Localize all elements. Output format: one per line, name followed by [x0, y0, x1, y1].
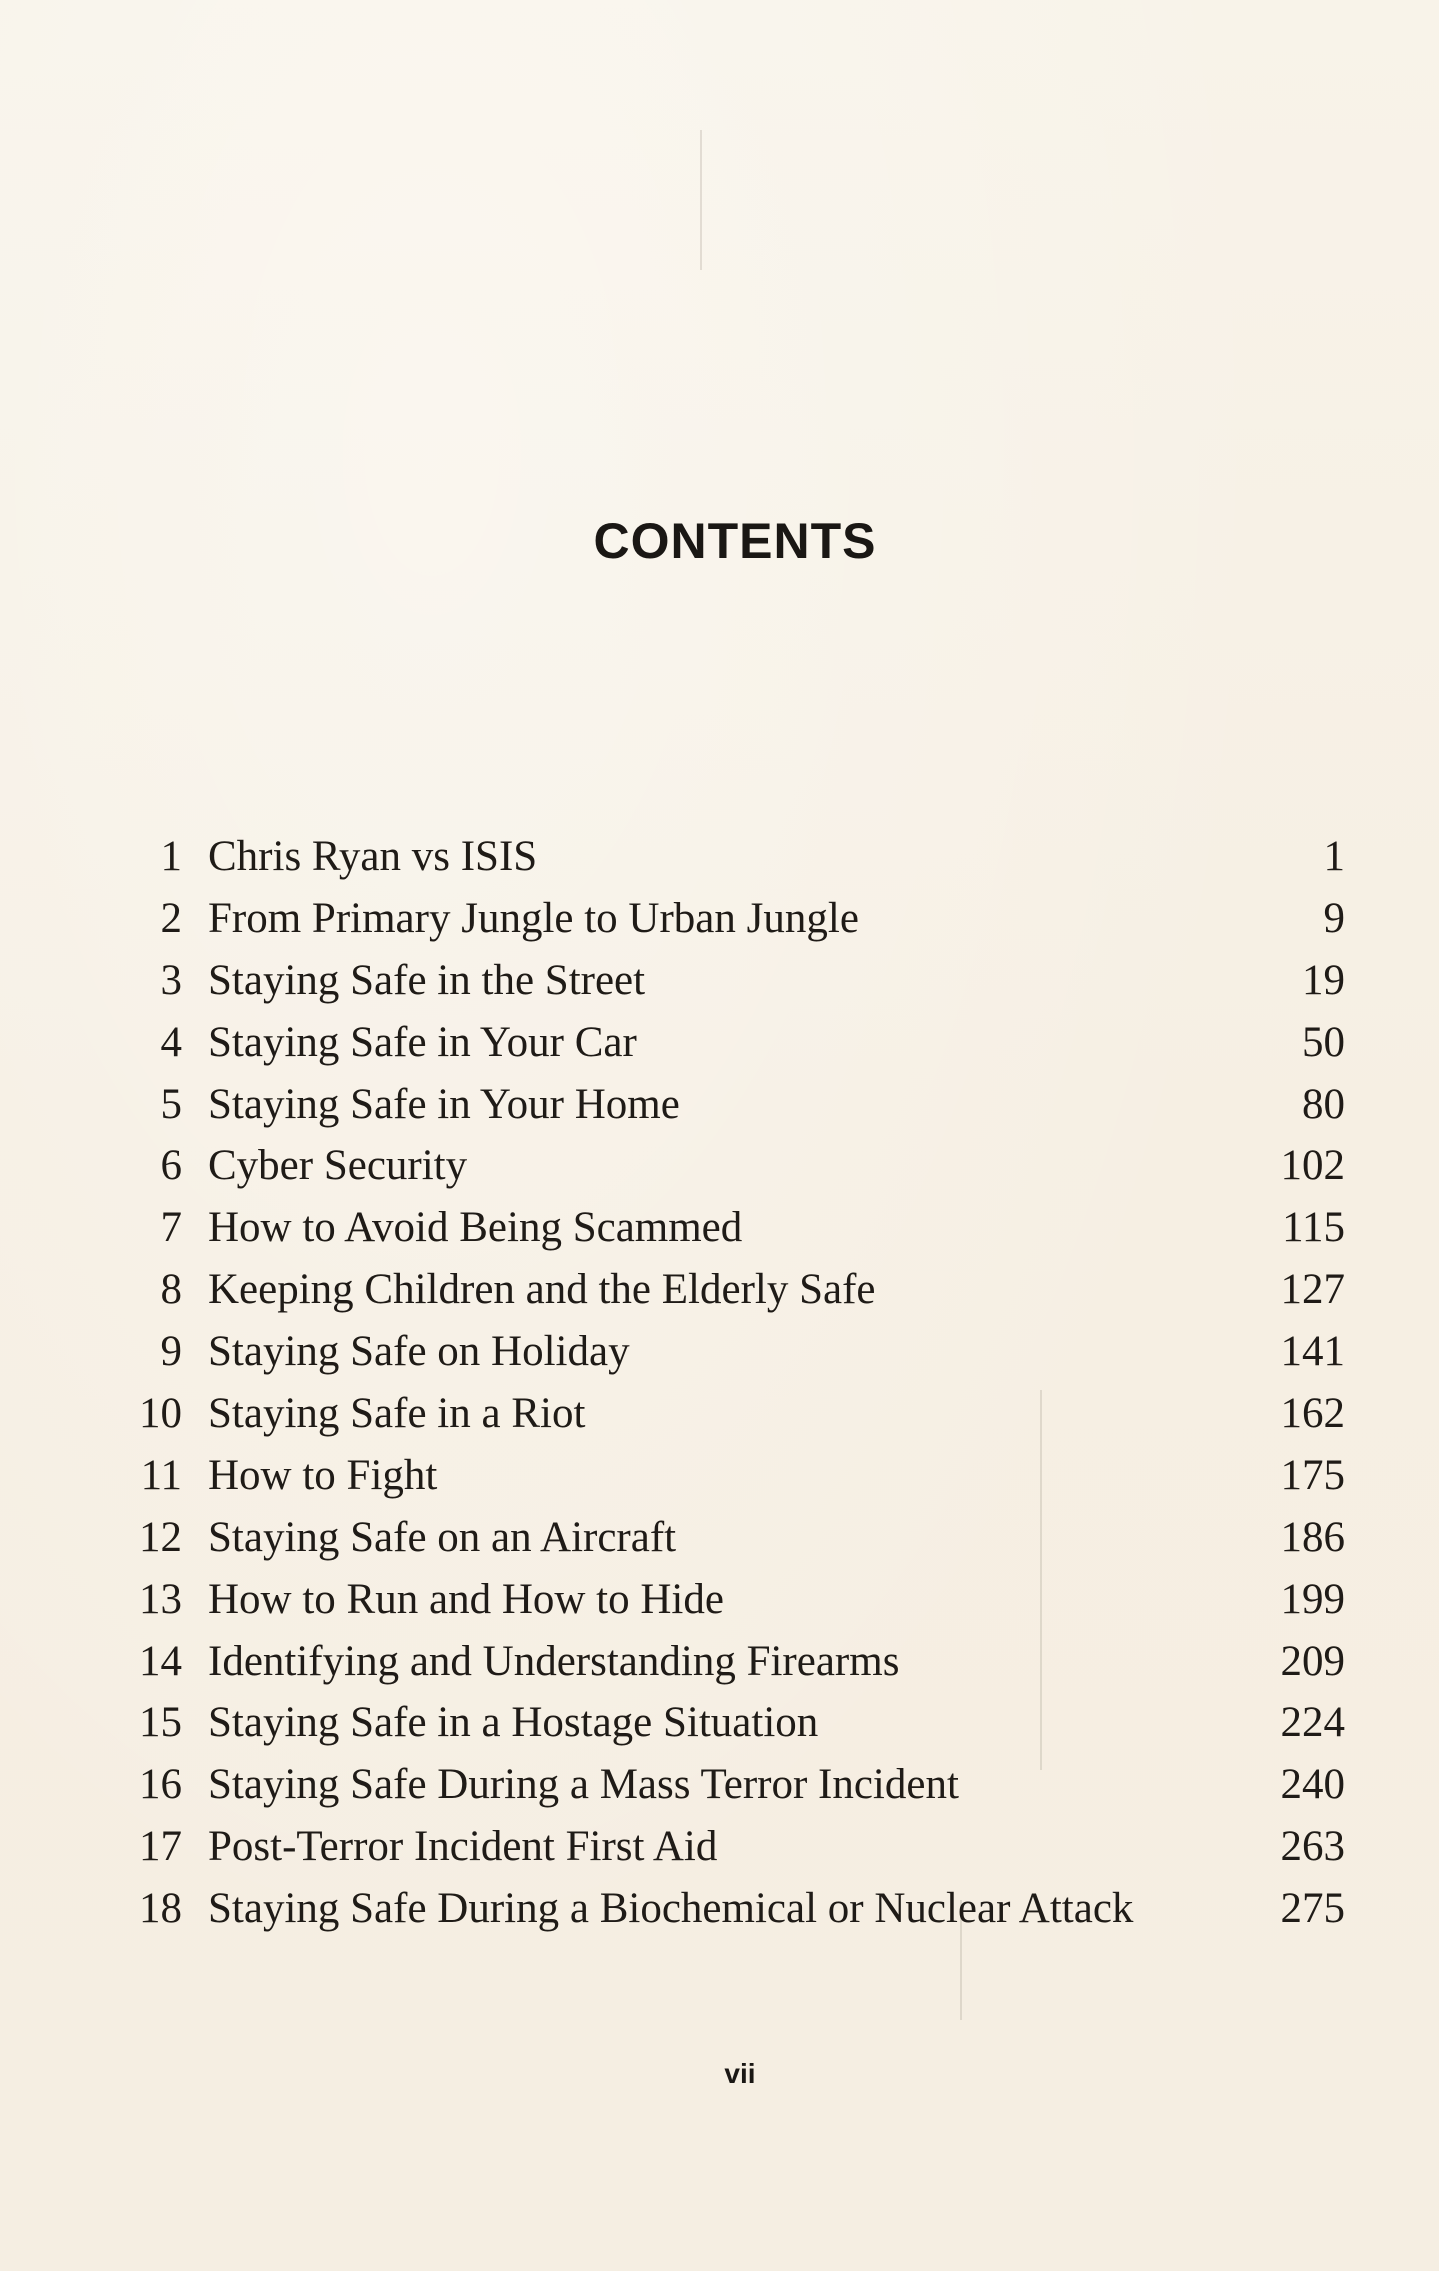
toc-entry	[120, 1197, 1345, 1259]
chapter-number: 10	[139, 1390, 182, 1438]
chapter-page-number: 102	[1280, 1142, 1345, 1190]
chapter-number: 8	[160, 1266, 182, 1314]
toc-entry	[120, 1631, 1345, 1693]
page-title: CONTENTS	[593, 513, 877, 569]
chapter-number: 15	[139, 1699, 182, 1747]
chapter-title: Staying Safe on an Aircraft	[208, 1513, 677, 1561]
toc-entry	[120, 1692, 1345, 1754]
toc-entry	[120, 1383, 1345, 1445]
chapter-title: Identifying and Understanding Firearms	[208, 1637, 900, 1685]
chapter-number: 1	[160, 833, 182, 880]
chapter-page-number: 224	[1280, 1699, 1345, 1747]
chapter-number: 5	[160, 1080, 182, 1128]
chapter-number: 3	[160, 956, 182, 1004]
chapter-title: How to Avoid Being Scammed	[208, 1204, 743, 1252]
chapter-title: Keeping Children and the Elderly Safe	[208, 1266, 876, 1314]
chapter-number: 11	[140, 1451, 182, 1499]
chapter-page-number: 263	[1280, 1823, 1345, 1871]
chapter-page-number: 199	[1280, 1575, 1345, 1623]
chapter-page-number: 209	[1280, 1637, 1345, 1685]
chapter-number: 12	[139, 1513, 182, 1561]
chapter-number: 2	[160, 894, 182, 942]
chapter-page-number: 115	[1282, 1204, 1345, 1252]
chapter-page-number: 175	[1280, 1451, 1345, 1499]
toc-entry	[120, 1074, 1345, 1136]
toc-entry	[120, 1569, 1345, 1631]
chapter-number: 18	[139, 1885, 182, 1933]
chapter-number: 13	[139, 1575, 182, 1623]
chapter-page-number: 19	[1302, 956, 1345, 1004]
toc-entry	[120, 888, 1345, 950]
chapter-number: 17	[139, 1823, 182, 1871]
table-of-contents	[120, 826, 1345, 1940]
chapter-title: Staying Safe During a Biochemical or Nuclear Attack	[208, 1885, 1134, 1933]
chapter-number: 9	[160, 1328, 182, 1376]
toc-entry	[120, 1816, 1345, 1878]
toc-entry	[120, 1445, 1345, 1507]
page-scan-streak	[700, 130, 702, 270]
toc-entry	[120, 1321, 1345, 1383]
chapter-title: How to Run and How to Hide	[208, 1575, 724, 1623]
chapter-page-number: 50	[1302, 1018, 1345, 1066]
toc-entry	[120, 950, 1345, 1012]
chapter-title: How to Fight	[208, 1451, 438, 1499]
chapter-title: Staying Safe in the Street	[208, 956, 646, 1004]
toc-entry	[120, 1259, 1345, 1321]
chapter-page-number: 162	[1280, 1390, 1345, 1438]
toc-entry	[120, 1878, 1345, 1940]
chapter-number: 16	[139, 1761, 182, 1809]
chapter-page-number: 186	[1280, 1513, 1345, 1561]
chapter-number: 6	[160, 1142, 182, 1190]
chapter-page-number: 275	[1280, 1885, 1345, 1933]
chapter-title: Staying Safe During a Mass Terror Incident	[208, 1761, 959, 1809]
chapter-title: Staying Safe in a Hostage Situation	[208, 1699, 819, 1747]
page-number-folio: vii	[724, 2058, 756, 2089]
chapter-page-number: 80	[1302, 1080, 1345, 1128]
chapter-title: Post-Terror Incident First Aid	[208, 1823, 718, 1871]
toc-entry	[120, 1507, 1345, 1569]
chapter-page-number: 9	[1323, 894, 1345, 942]
toc-entry	[120, 1135, 1345, 1197]
chapter-title: From Primary Jungle to Urban Jungle	[208, 894, 859, 942]
chapter-title: Staying Safe in a Riot	[208, 1390, 586, 1438]
chapter-page-number: 127	[1280, 1266, 1345, 1314]
chapter-title: Staying Safe in Your Car	[208, 1018, 637, 1066]
chapter-title: Chris Ryan vs ISIS	[208, 833, 538, 880]
chapter-number: 7	[160, 1204, 182, 1252]
chapter-page-number: 141	[1280, 1328, 1345, 1376]
toc-entry	[120, 826, 1345, 888]
chapter-number: 4	[160, 1018, 182, 1066]
toc-entry	[120, 1754, 1345, 1816]
chapter-title: Cyber Security	[208, 1142, 468, 1190]
toc-entry	[120, 1012, 1345, 1074]
chapter-page-number: 240	[1280, 1761, 1345, 1809]
chapter-number: 14	[139, 1637, 182, 1685]
chapter-title: Staying Safe in Your Home	[208, 1080, 680, 1128]
chapter-page-number: 1	[1323, 833, 1345, 880]
chapter-title: Staying Safe on Holiday	[208, 1328, 630, 1376]
